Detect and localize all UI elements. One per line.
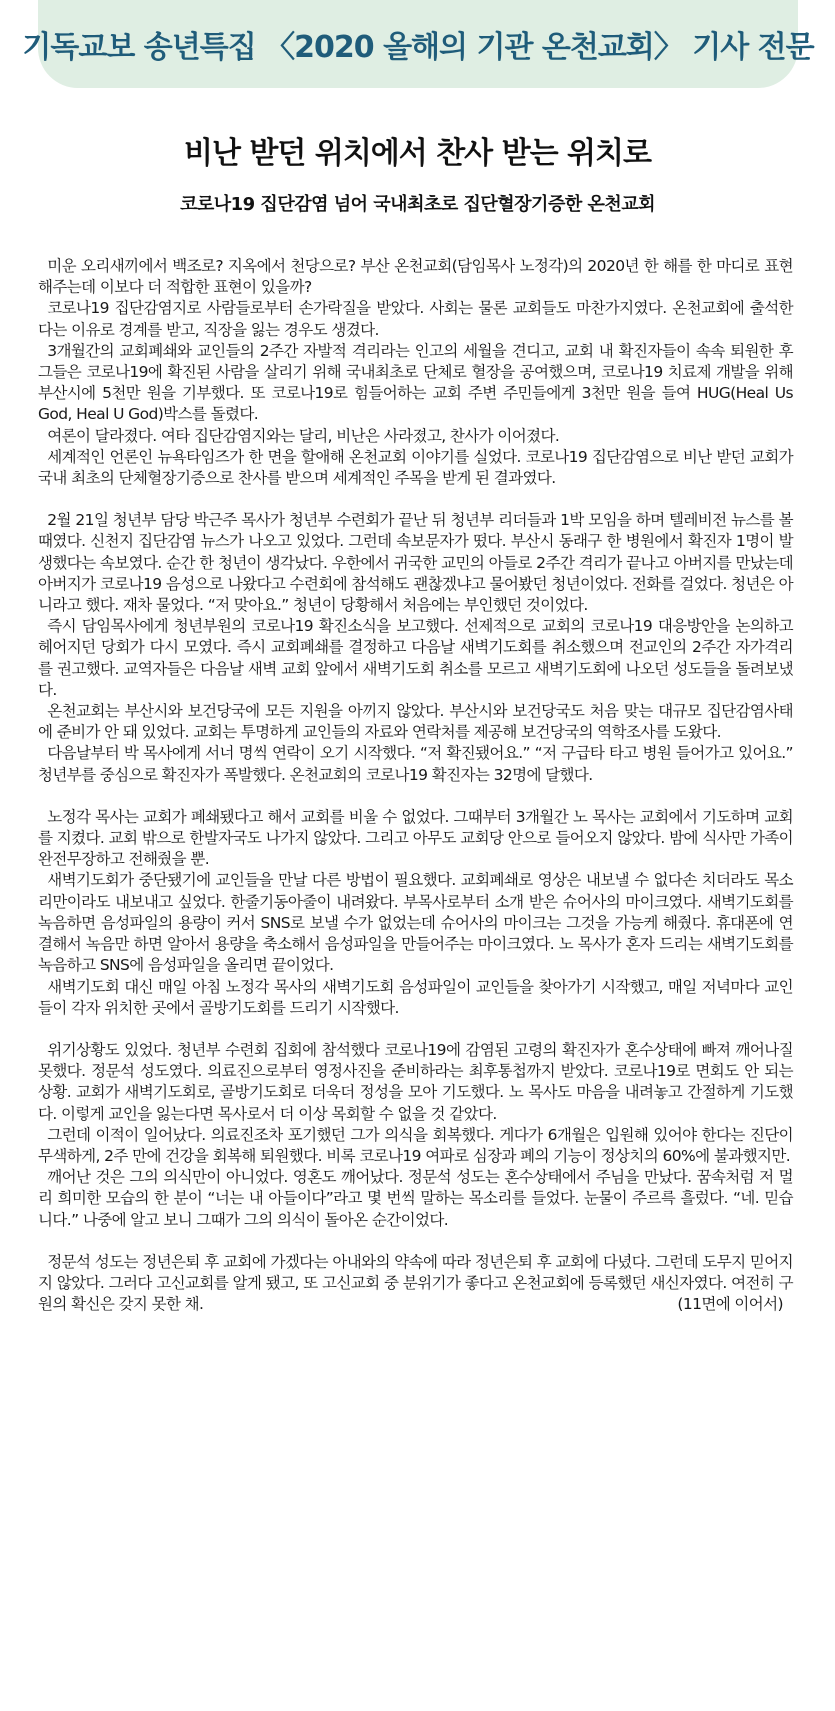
paragraph: 깨어난 것은 그의 의식만이 아니었다. 영혼도 깨어났다. 정문석 성도는 혼수상태에서 주님을 만났다. 꿈속처럼 저 멀리 희미한 모습의 한 분이 “너는 내 아들이다”라고 몇 번씩 말하는 목소리를 들었다. 눈물이 주르륵 흘렀다. “네. 믿습니다.” 나중에 알고 보니 그때가 그의 의식이 돌아온 순간이었다.	[38, 1168, 793, 1229]
article-title: 비난 받던 위치에서 찬사 받는 위치로	[184, 136, 651, 171]
paragraph: 3개월간의 교회폐쇄와 교인들의 2주간 자발적 격리라는 인고의 세월을 견디고, 교회 내 확진자들이 속속 퇴원한 후 그들은 코로나19에 확진된 사람을 살리기 위해 국내최초로 단체로 혈장을 공여했으며, 코로나19 치료제 개발을 위해 부산시에 5천만 원을 기부했다. 또 코로나19로 힘들어하는 교회 주변 주민들에게 3천만 원을 들여 HUG(Heal Us God, Heal U God)박스를 돌렸다.	[38, 341, 793, 424]
paragraph: 새벽기도회가 중단됐기에 교인들을 만날 다른 방법이 필요했다. 교회폐쇄로 영상은 내보낼 수 없다손 치더라도 목소리만이라도 내보내고 싶었다. 한줄기동아줄이 내려왔다. 부목사로부터 소개 받은 슈어사의 마이크였다. 새벽기도회를 녹음하면 음성파일의 용량이 커서 SNS로 보낼 수가 없었는데 슈어사의 마이크는 그것을 가능케 해줬다. 휴대폰에 연결해서 녹음만 하면 알아서 용량을 축소해서 음성파일을 만들어주는 마이크였다. 노 목사가 혼자 드리는 새벽기도회를 녹음하고 SNS에 음성파일을 올리면 끝이었다.	[38, 871, 793, 975]
paragraph-text: 정문석 성도는 정년은퇴 후 교회에 가겠다는 아내와의 약속에 따라 정년은퇴 후 교회에 다녔다. 그런데 도무지 믿어지지 않았다. 그러다 고신교회를 알게 됐고, 또 고신교회 중 분위기가 좋다고 온천교회에 등록했던 새신자였다. 여전히 구원의 확신은 갖지 못한 채.	[38, 1252, 793, 1314]
paragraph: 세계적인 언론인 뉴욕타임즈가 한 면을 할애해 온천교회 이야기를 실었다. 코로나19 집단감염으로 비난 받던 교회가 국내 최초의 단체혈장기증으로 찬사를 받으며 세계적인 주목을 받게 된 결과였다.	[38, 447, 793, 488]
article-subtitle: 코로나19 집단감염 넘어 국내최초로 집단혈장기증한 온천교회	[179, 194, 656, 215]
article-section	[38, 1040, 793, 1231]
article-body	[38, 256, 793, 1336]
continued-note: (11면에 이어서)	[677, 1295, 783, 1314]
paragraph: 위기상황도 있었다. 청년부 수련회 집회에 참석했다 코로나19에 감염된 고령의 확진자가 혼수상태에 빠져 깨어나질 못했다. 정문석 성도였다. 의료진으로부터 영정사진을 준비하라는 최후통첩까지 받았다. 코로나19로 면회도 안 되는 상황. 교회가 새벽기도회로, 골방기도회로 더욱더 정성을 모아 기도했다. 노 목사도 마음을 내려놓고 간절하게 기도했다. 이렇게 교인을 잃는다면 목사로서 더 이상 목회할 수 없을 것 같았다.	[38, 1040, 793, 1123]
paragraph: 노정각 목사는 교회가 폐쇄됐다고 해서 교회를 비울 수 없었다. 그때부터 3개월간 노 목사는 교회에서 기도하며 교회를 지켰다. 교회 밖으로 한발자국도 나가지 않았다. 그리고 아무도 교회당 안으로 들어오지 않았다. 밤에 식사만 가족이 완전무장하고 전해줬을 뿐.	[38, 807, 793, 869]
paragraph: 여론이 달라졌다. 여타 집단감염지와는 달리, 비난은 사라졌고, 찬사가 이어졌다.	[47, 426, 560, 445]
paragraph: 2월 21일 청년부 담당 박근주 목사가 청년부 수련회가 끝난 뒤 청년부 리더들과 1박 모임을 하며 텔레비전 뉴스를 볼 때였다. 신천지 집단감염 뉴스가 나오고 있었다. 그런데 속보문자가 떴다. 부산시 동래구 한 병원에서 확진자 1명이 발생했다는 속보였다. 순간 한 청년이 생각났다. 우한에서 귀국한 교민의 아들로 2주간 격리가 끝나고 아버지를 만났는데 아버지가 코로나19 음성으로 나왔다고 수련회에 참석해도 괜찮겠냐고 물어봤던 청년이었다. 전화를 걸었다. 청년은 아니라고 했다. 재차 물었다. “저 맞아요.” 청년이 당황해서 처음에는 부인했던 것이었다.	[38, 511, 793, 615]
article-section	[38, 1252, 793, 1316]
paragraph: 그런데 이적이 일어났다. 의료진조차 포기했던 그가 의식을 회복했다. 게다가 6개월은 입원해 있어야 한다는 진단이 무색하게, 2주 만에 건강을 회복해 퇴원했다. 비록 코로나19 여파로 심장과 폐의 기능이 정상치의 60%에 불과했지만.	[38, 1125, 793, 1165]
paragraph	[38, 1252, 793, 1316]
paragraph: 온천교회는 부산시와 보건당국에 모든 지원을 아끼지 않았다. 부산시와 보건당국도 처음 맞는 대규모 집단감염사태에 준비가 안 돼 있었다. 교회는 투명하게 교인들의 자료와 연락처를 제공해 보건당국의 역학조사를 도왔다.	[38, 702, 793, 742]
paragraph: 미운 오리새끼에서 백조로? 지옥에서 천당으로? 부산 온천교회(담임목사 노정각)의 2020년 한 해를 한 마디로 표현해주는데 이보다 더 적합한 표현이 있을까?	[38, 257, 793, 297]
article-section	[38, 256, 793, 489]
article-section	[38, 807, 793, 1019]
header-banner	[22, 0, 814, 88]
article-section	[38, 510, 793, 786]
paragraph: 다음날부터 박 목사에게 서너 명씩 연락이 오기 시작했다. “저 확진됐어요.” “저 구급타 타고 병원 들어가고 있어요.” 청년부를 중심으로 확진자가 폭발했다. 온천교회의 코로나19 확진자는 32명에 달했다.	[38, 744, 793, 784]
paragraph: 코로나19 집단감염지로 사람들로부터 손가락질을 받았다. 사회는 물론 교회들도 마찬가지였다. 온천교회에 출석한다는 이유로 경계를 받고, 직장을 잃는 경우도 생겼다.	[38, 299, 793, 339]
banner-title: 기독교보 송년특집 〈2020 올해의 기관 온천교회〉 기사 전문	[22, 30, 814, 65]
paragraph: 즉시 담임목사에게 청년부원의 코로나19 확진소식을 보고했다. 선제적으로 교회의 코로나19 대응방안을 논의하고 헤어지던 당회가 다시 모였다. 즉시 교회폐쇄를 결정하고 다음날 새벽기도회를 취소했으며 전교인의 2주간 자가격리를 권고했다. 교역자들은 다음날 새벽 교회 앞에서 새벽기도회 취소를 모르고 새벽기도회에 나오던 성도들을 돌려보냈다.	[38, 617, 793, 699]
paragraph: 새벽기도회 대신 매일 아침 노정각 목사의 새벽기도회 음성파일이 교인들을 찾아가기 시작했고, 매일 저녁마다 교인들이 각자 위치한 곳에서 골방기도회를 드리기 시작했다.	[38, 977, 793, 1017]
